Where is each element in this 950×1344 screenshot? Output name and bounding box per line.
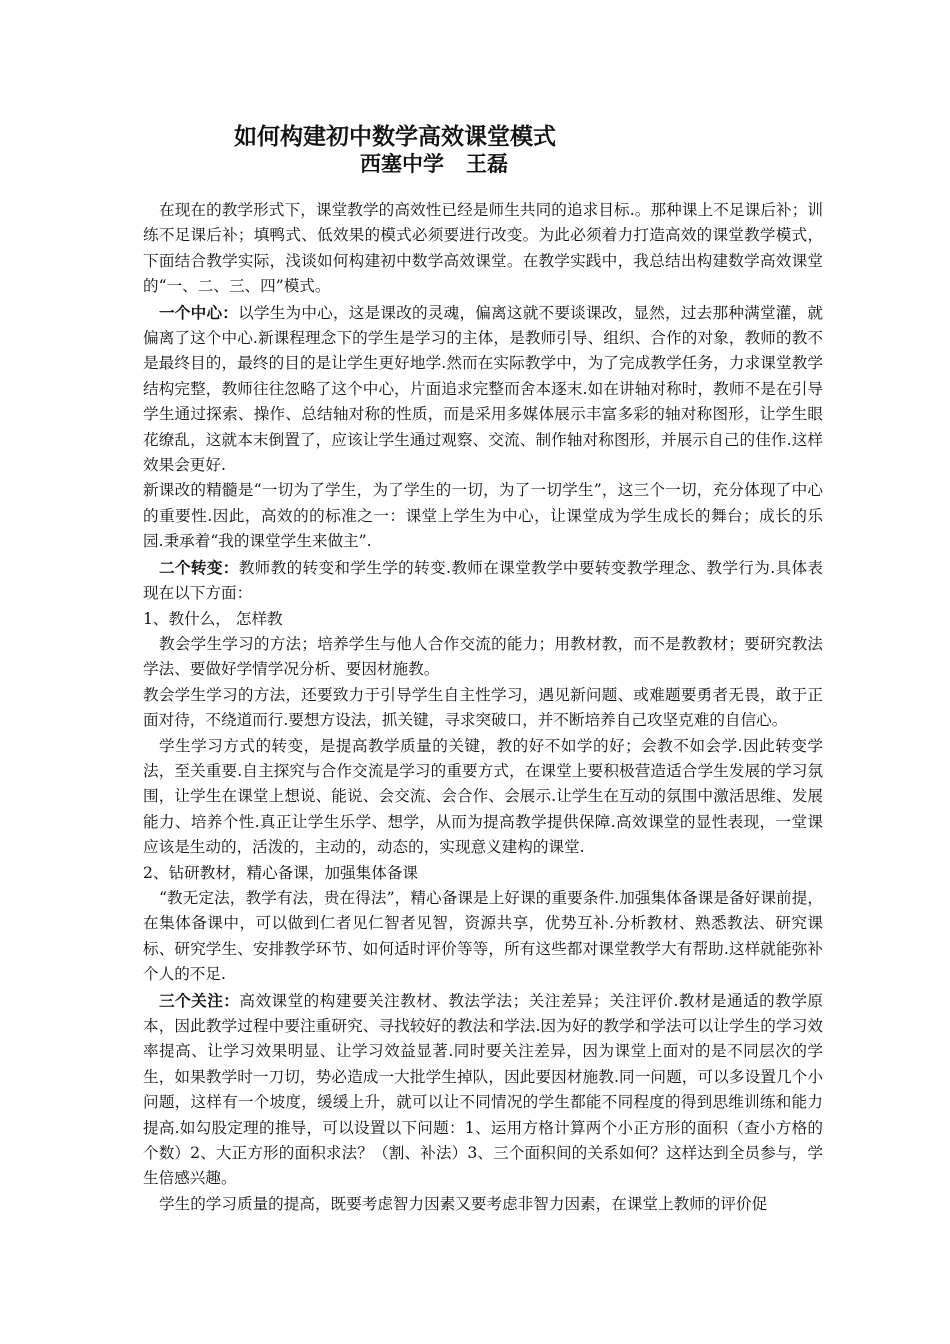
paragraph-text: 高效课堂的构建要关注教材、教法学法；关注差异；关注评价.教材是通适的教学原本，因此教学过程中要注重研究、寻找较好的教法和学法.因为好的教学和学法可以让学生的学习效率提高、让学习效果明显、让学习效益显著.同时要关注差异，因为课堂上面对的是不同层次的学生，如果教学时一刀切，势必造成一大批学生掉队，因此要因材施教.同一问题，可以多设置几个小问题，这样有一个坡度，缓缓上升，就可以让不同情况的学生都能不同程度的得到思维训练和能力提高.如勾股定理的推导，可以设置以下问题：1、运用方格计算两个小正方形的面积（查小方格的个数）2、大正方形的面积求法？（割、补法）3、三个面积间的关系如何？这样达到全员参与，学生倍感兴趣。 bbox=[143, 991, 823, 1188]
document-body bbox=[143, 198, 823, 1217]
paragraph bbox=[143, 1192, 823, 1217]
school-name: 西塞中学 bbox=[360, 151, 444, 176]
author-name: 王磊 bbox=[466, 151, 508, 176]
subheading bbox=[143, 861, 823, 886]
paragraph-text: 教会学生学习的方法；培养学生与他人合作交流的能力；用教材教，而不是教教材；要研究教法学法、要做好学情学况分析、要因材施教。 bbox=[143, 634, 823, 679]
paragraph-text: 在现在的教学形式下，课堂教学的高效性已经是师生共同的追求目标.。那种课上不足课后补；训练不足课后补；填鸭式、低效果的模式必须要进行改变。为此必须着力打造高效的课堂教学模式，下面结合教学实际，浅谈如何构建初中数学高效课堂。在教学实践中，我总结出构建数学高效课堂的“一、二、三、四”模式。 bbox=[143, 201, 823, 296]
paragraph-text: 2、钻研教材，精心备课，加强集体备课 bbox=[143, 863, 419, 882]
paragraph-text: 新课改的精髓是“一切为了学生，为了学生的一切，为了一切学生”，这三个一切，充分体现了中心的重要性.因此，高效的的标准之一：课堂上学生为中心，让课堂成为学生成长的舞台；成长的乐园.秉承着“我的课堂学生来做主”. bbox=[143, 481, 823, 551]
paragraph bbox=[143, 198, 823, 300]
paragraph-text: 教师教的转变和学生学的转变.教师在课堂教学中要转变教学理念、教学行为.具体表现在以下方面： bbox=[143, 558, 823, 603]
paragraph bbox=[143, 555, 823, 607]
paragraph bbox=[143, 632, 823, 683]
paragraph bbox=[143, 683, 823, 734]
document-byline bbox=[360, 150, 508, 178]
section-heading: 二个转变： bbox=[159, 557, 239, 577]
document-title: 如何构建初中数学高效课堂模式 bbox=[234, 123, 556, 150]
subheading bbox=[143, 607, 823, 632]
paragraph bbox=[143, 734, 823, 861]
paragraph bbox=[143, 300, 823, 479]
paragraph bbox=[143, 478, 823, 554]
section-heading: 三个关注： bbox=[159, 990, 240, 1010]
paragraph bbox=[143, 988, 823, 1192]
paragraph-text: 以学生为中心，这是课改的灵魂，偏离这就不要谈课改，显然，过去那种满堂灌，就偏离了这个中心.新课程理念下的学生是学习的主体，是教师引导、组织、合作的对象，教师的教不是最终目的，最终的目的是让学生更好地学.然而在实际教学中，为了完成教学任务，力求课堂教学结构完整，教师往往忽略了这个中心，片面追求完整而舍本逐末.如在讲轴对称时，教师不是在引导学生通过探索、操作、总结轴对称的性质，而是采用多媒体展示丰富多彩的轴对称图形，让学生眼花缭乱，这就本末倒置了，应该让学生通过观察、交流、制作轴对称图形，并展示自己的佳作.这样效果会更好. bbox=[143, 303, 823, 475]
section-heading: 一个中心： bbox=[159, 302, 239, 322]
paragraph-text: 学生的学习质量的提高，既要考虑智力因素又要考虑非智力因素，在课堂上教师的评价促 bbox=[159, 1194, 768, 1213]
paragraph-text: “教无定法，教学有法，贵在得法”，精心备课是上好课的重要条件.加强集体备课是备好课前提，在集体备课中，可以做到仁者见仁智者见智，资源共享，优势互补.分析教材、熟悉教法、研究课标、研究学生、安排教学环节、如何适时评价等等，所有这些都对课堂教学大有帮助.这样就能弥补个人的不足. bbox=[143, 888, 823, 984]
paragraph-text: 1、教什么， 怎样教 bbox=[143, 609, 283, 628]
paragraph-text: 教会学生学习的方法，还要致力于引导学生自主性学习，遇见新问题、或难题要勇者无畏，敢于正面对待，不绕道而行.要想方设法，抓关键，寻求突破口，并不断培养自己攻坚克难的自信心。 bbox=[143, 685, 823, 730]
paragraph-text: 学生学习方式的转变，是提高教学质量的关键，教的好不如学的好；会教不如会学.因此转变学法，至关重要.自主探究与合作交流是学习的重要方式，在课堂上要积极营造适合学生发展的学习氛围，让学生在课堂上想说、能说、会交流、会合作、会展示.让学生在互动的氛围中激活思维、发展能力、培养个性.真正让学生乐学、想学，从而为提高教学提供保障.高效课堂的显性表现，一堂课应该是生动的，活泼的，主动的，动态的，实现意义建构的课堂. bbox=[143, 736, 823, 857]
paragraph bbox=[143, 886, 823, 988]
